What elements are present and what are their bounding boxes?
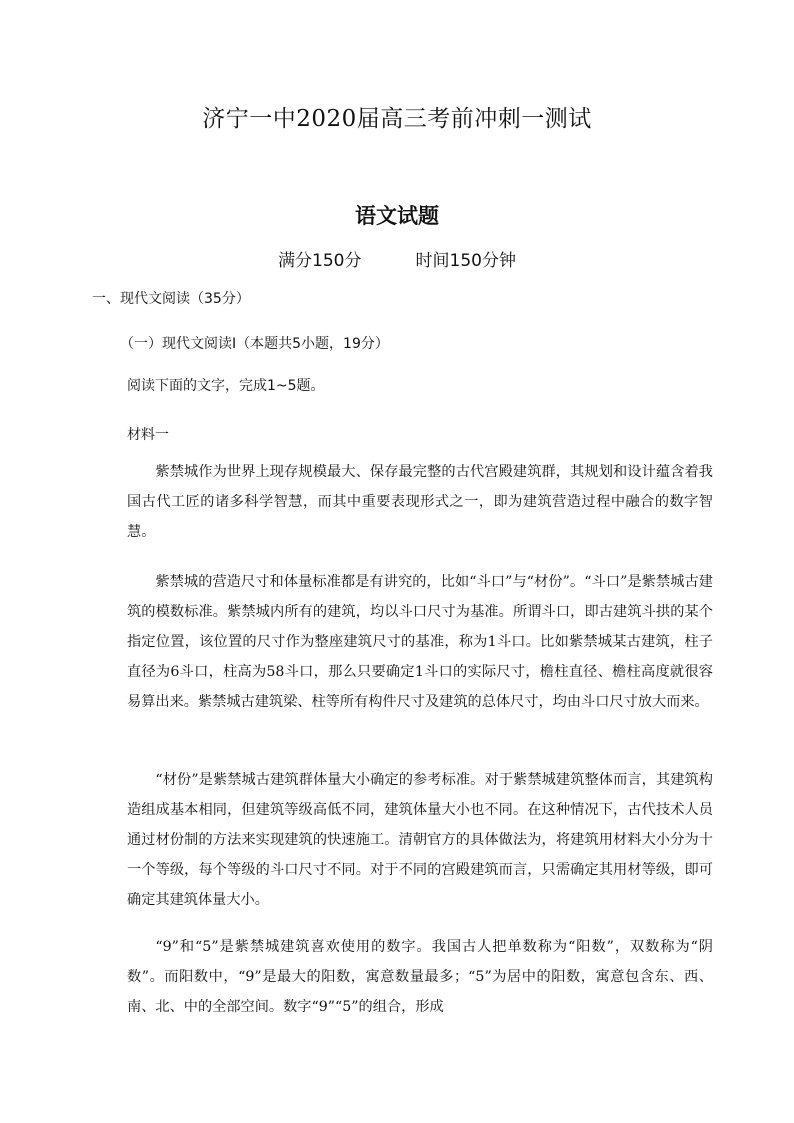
reading-instruction: 阅读下面的文字，完成1~5题。 xyxy=(127,378,325,394)
paragraph-3: “材份”是紫禁城古建筑群体量大小确定的参考标准。对于紫禁城建筑整体而言，其建筑构造组成基本相同，但建筑等级高低不同，建筑体量大小也不同。在这种情况下，古代技术人员通过材份制的方法来实现建筑的快速施工。清朝官方的具体做法为，将建筑用材料大小分为十一个等级，每个等级的斗口尺寸不同。对于不同的宫殿建筑而言，只需确定其用材等级，即可确定其建筑体量大小。 xyxy=(127,772,713,908)
paragraph-2: 紫禁城的营造尺寸和体量标准都是有讲究的，比如“斗口”与“材份”。“斗口”是紫禁城古建筑的模数标准。紫禁城内所有的建筑，均以斗口尺寸为基准。所谓斗口，即古建筑斗拱的某个指定位置，该位置的尺寸作为整座建筑尺寸的基准，称为1斗口。比如紫禁城某古建筑，柱子直径为6斗口，柱高为58斗口，那么只要确定1斗口的实际尺寸，檐柱直径、檐柱高度就很容易算出来。紫禁城古建筑梁、柱等所有构件尺寸及建筑的总体尺寸，均由斗口尺寸放大而来。 xyxy=(127,574,713,710)
subject-title: 语文试题 xyxy=(355,204,439,228)
paragraph-1: 紫禁城作为世界上现存规模最大、保存最完整的古代宫殿建筑群，其规划和设计蕴含着我国古代工匠的诸多科学智慧，而其中重要表现形式之一，即为建筑营造过程中融合的数字智慧。 xyxy=(127,464,713,540)
section-heading: 一、现代文阅读（35分） xyxy=(92,291,250,307)
subsection-heading: （一）现代文阅读Ⅰ（本题共5小题，19分） xyxy=(120,336,389,352)
material-label: 材料一 xyxy=(127,427,169,443)
time-limit: 时间150分钟 xyxy=(415,251,516,271)
full-score: 满分150分 xyxy=(278,251,362,271)
exam-meta xyxy=(0,246,794,271)
paragraph-4: “9”和“5”是紫禁城建筑喜欢使用的数字。我国古人把单数称为“阳数”，双数称为“阴数”。而阳数中，“9”是最大的阳数，寓意数量最多；“5”为居中的阳数，寓意包含东、西、南、北、中的全部空间。数字“9”“5”的组合，形成 xyxy=(127,939,713,1015)
exam-title: 济宁一中2020届高三考前冲刺一测试 xyxy=(202,106,592,132)
